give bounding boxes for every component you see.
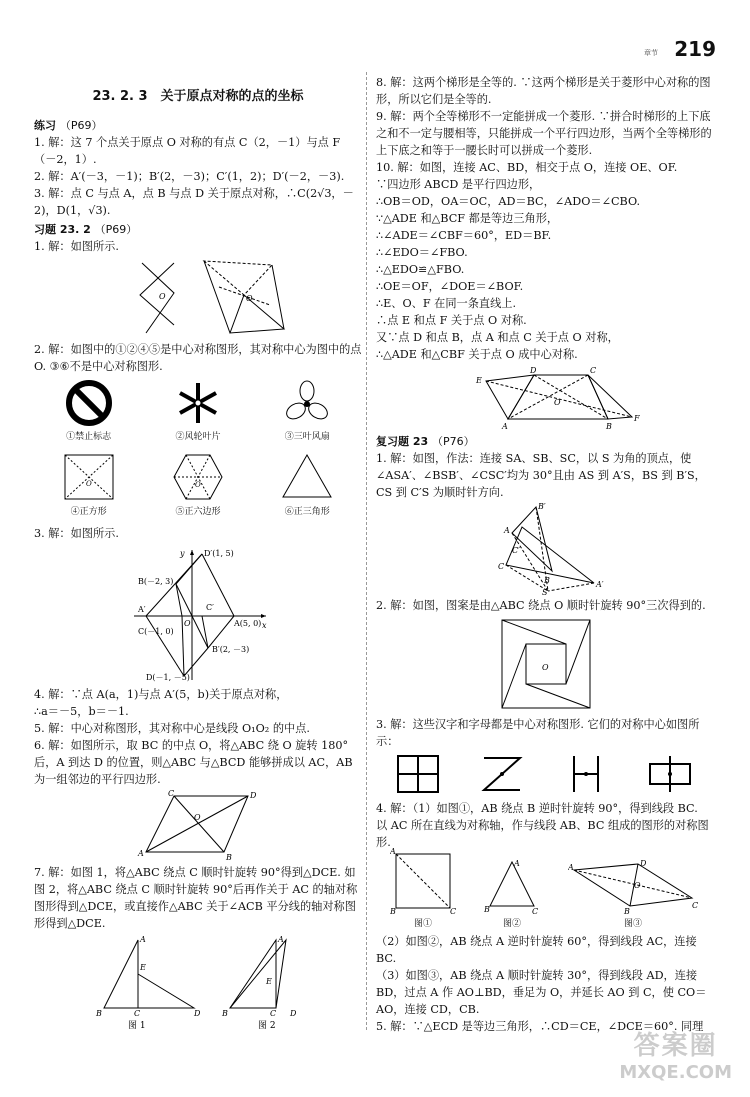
fan-figure (283, 379, 331, 446)
svg-text:C: C (450, 907, 456, 914)
watermark-line-2: MXQE.COM (619, 1062, 732, 1083)
svg-text:F: F (634, 414, 640, 423)
figure-three (568, 858, 698, 933)
figure-one (390, 848, 456, 933)
svg-text:O: O (634, 881, 641, 890)
exercise-answer-1: 1. 解：如图所示. (34, 240, 119, 253)
svg-text:A: A (514, 859, 520, 868)
rotation-30-figure (376, 503, 712, 595)
exercise-answer-10-line-5: ∴∠ADE＝∠CBF＝60°，ED＝BF. (376, 229, 552, 242)
caption-square: ④正方形 (70, 507, 107, 517)
svg-text:O: O (542, 663, 549, 672)
page-tiny-label: 章节 (644, 49, 658, 57)
exercise-answer-10-line-10: ∴点 E 和点 F 关于点 O 对称. (376, 314, 527, 327)
svg-text:B: B (390, 907, 396, 914)
exercise-answer-10-line-9: ∴E、O、F 在同一条直线上. (376, 297, 517, 310)
no-sign-figure (65, 379, 113, 446)
svg-text:O: O (246, 294, 253, 303)
point-c-label: C(－1, 0) (138, 627, 174, 636)
review-answer-4b: （2）如图②，AB 绕点 A 逆时针旋转 60°，得到线段 AC，连接 BC. (376, 935, 697, 965)
figure-two-caption: 图② (502, 919, 521, 929)
parallelogram-figure (34, 790, 362, 862)
svg-text:B: B (222, 1009, 228, 1018)
exercise-answer-10-line-4: ∵△ADE 和△BCF 都是等边三角形， (376, 212, 559, 225)
page-number: 219 (674, 37, 716, 61)
axis-y-label: y (180, 549, 185, 558)
figure-1-caption: 图 1 (128, 1021, 146, 1030)
rotation-figures (34, 934, 362, 1030)
svg-text:A: A (140, 935, 146, 944)
caption-wind-blades: ②风轮叶片 (175, 432, 221, 442)
svg-text:B: B (484, 905, 490, 914)
exercise-answer-10-line-11: 又∵点 D 和点 B，点 A 和点 C 关于点 O 对称， (376, 331, 619, 344)
origin-label: O (184, 619, 191, 628)
exercise-answer-4a: 4. 解：∵点 A(a，1)与点 A′(5，b)关于原点对称， (34, 688, 288, 701)
exercise-page: （P69） (94, 223, 138, 236)
figure-three-caption: 图③ (623, 919, 642, 929)
svg-text:B: B (606, 422, 612, 431)
practice-answer-1: 1. 解：这 7 个点关于原点 O 对称的有点 C（2，－1）与点 F（－2，1）. (34, 136, 341, 166)
svg-text:B′: B′ (538, 503, 546, 511)
review-answer-4c: （3）如图③，AB 绕点 A 顺时针旋转 30°，得到线段 AD，连接 BD，过点 A 作 AO⊥BD，垂足为 O，并延长 AO 到 C，使 CO＝AO，连接 CD，CB. (376, 969, 707, 1016)
exercise-answer-8: 8. 解：这两个梯形是全等的. ∵这两个梯形是关于菱形中心对称的图形，所以它们是全等的. (376, 76, 711, 106)
symbol-h (562, 752, 610, 796)
point-bp-label: B′(2, －3) (212, 645, 250, 654)
svg-text:C: C (270, 1009, 277, 1018)
exercise-answer-10-line-1: 10. 解：如图，连接 AC、BD，相交于点 O，连接 OE、OF. (376, 161, 678, 174)
exercise-answer-10-line-8: ∴OE＝OF，∠DOE＝∠BOF. (376, 280, 524, 293)
svg-text:O: O (85, 480, 92, 488)
point-ap-label: A′ (138, 605, 146, 614)
caption-no-sign: ①禁止标志 (66, 432, 112, 442)
svg-text:C: C (692, 901, 698, 910)
svg-text:A: A (568, 863, 574, 872)
exercise-answer-10-line-12: ∴△ADE 和△CBF 关于点 O 成中心对称. (376, 348, 578, 361)
bowtie-figure (34, 257, 362, 339)
exercise-answer-7: 7. 解：如图 1，将△ABC 绕点 C 顺时针旋转 90°得到△DCE. 如图 2，将△ABC 绕点 C 顺时针旋转 90°后再作关于 AC 的轴对称图形得到△DCE，或直接作△ABC 关于∠ACB 平分线的轴对称图形得到△DCE. (34, 866, 358, 930)
exercise-answer-3: 3. 解：如图所示. (34, 527, 119, 540)
svg-text:O: O (194, 481, 201, 489)
hexagon-figure (171, 452, 225, 521)
watermark-line-1: 答案圈 (633, 1031, 718, 1061)
parallelogram-triangles-figure (376, 365, 712, 431)
point-cp-label: C′ (206, 603, 214, 612)
svg-text:A: A (504, 526, 510, 535)
svg-text:A: A (278, 935, 284, 944)
symbol-tian (394, 752, 442, 796)
review-heading (376, 433, 712, 450)
svg-text:C: C (134, 1009, 141, 1018)
svg-text:C′: C′ (512, 546, 520, 555)
svg-text:O: O (159, 292, 166, 301)
svg-text:B: B (226, 853, 232, 862)
review-answer-1: 1. 解：如图，作法：连接 SA、SB、SC，以 S 为角的顶点，使∠ASA′、∠BSB′、∠CSC′均为 30°且由 AS 到 A′S，BS 到 B′S，CS 到 C′S 为顺时针方向. (376, 452, 706, 499)
review-answer-4: 4. 解：（1）如图①，AB 绕点 B 逆时针旋转 90°，得到线段 BC. 以 AC 所在直线为对称轴，作与线段 AB、BC 组成的图形的对称图形. (376, 802, 709, 849)
svg-text:B: B (544, 576, 550, 585)
figure-one-caption: 图① (413, 919, 432, 929)
svg-text:C: C (168, 790, 175, 798)
svg-text:E: E (140, 963, 146, 972)
svg-text:A′: A′ (596, 580, 604, 589)
svg-text:D: D (194, 1009, 201, 1018)
practice-answer-3: 3. 解：点 C 与点 A，点 B 与点 D 关于原点对称，∴C(2√3，－2)，D(1，√3). (34, 187, 354, 217)
exercise-answer-10-line-6: ∴∠EDO＝∠FBO. (376, 246, 468, 259)
svg-text:D: D (250, 791, 257, 800)
watermark-logo (619, 1025, 732, 1083)
exercise-answer-10-line-3: ∴OB＝OD，OA＝OC，AD＝BC，∠ADO＝∠CBO. (376, 195, 641, 208)
symmetry-figures-row-1 (34, 379, 362, 446)
point-a-label: A(5, 0) (234, 619, 262, 628)
svg-text:E: E (476, 376, 482, 385)
triangle-figure (280, 452, 334, 521)
practice-heading (34, 117, 362, 134)
point-b-label: B(－2, 3) (138, 577, 174, 586)
svg-text:D: D (640, 859, 647, 868)
right-column (376, 74, 712, 1035)
symbol-z (478, 752, 526, 796)
caption-hexagon: ⑤正六边形 (175, 507, 221, 517)
caption-triangle: ⑥正三角形 (284, 507, 330, 517)
practice-answer-2: 2. 解：A′(－3，－1)；B′(2，－3)；C′(1，2)；D′(－2，－3). (34, 170, 345, 183)
svg-text:S: S (542, 588, 548, 595)
svg-text:A: A (390, 848, 396, 856)
exercise-answer-6: 6. 解：如图所示，取 BC 的中点 O，将△ABC 绕 O 旋转 180°后，A 到达 D 的位置，则△ABC 与△BCD 能够拼成以 AC，AB 为一组邻边的平行四边形. (34, 739, 353, 786)
caption-fan: ③三叶风扇 (284, 432, 330, 442)
figure-two (484, 858, 540, 933)
exercise-answer-9: 9. 解：两个全等梯形不一定能拼成一个菱形. ∵拼合时梯形的上下底之和不一定与腰相等，只能拼成一个平行四边形，当两个全等梯形的上下底之和等于一腰长时可以拼成一个菱形. (376, 110, 712, 157)
review-answer-3: 3. 解：这些汉字和字母都是中心对称图形. 它们的对称中心如图所示： (376, 718, 700, 748)
svg-text:C: C (590, 366, 597, 375)
svg-text:B: B (96, 1009, 102, 1018)
exercise-heading (34, 221, 362, 238)
practice-page: （P69） (59, 119, 103, 132)
square-figure (62, 452, 116, 521)
practice-label: 练习 (34, 119, 56, 132)
symbol-zhong (646, 752, 694, 796)
wind-blades-figure (174, 379, 222, 446)
review-4-figures (376, 848, 712, 933)
svg-text:A: A (138, 849, 144, 858)
pinwheel-square-figure (376, 616, 712, 714)
central-symbols-row (376, 752, 712, 800)
svg-text:O: O (194, 813, 201, 822)
coordinate-figure (34, 544, 362, 684)
svg-text:D: D (530, 366, 537, 375)
review-answer-2: 2. 解：如图，图案是由△ABC 绕点 O 顺时针旋转 90°三次得到的. (376, 599, 706, 612)
svg-text:C: C (498, 562, 505, 571)
exercise-answer-10-line-7: ∴△EDO≌△FBO. (376, 263, 465, 276)
svg-text:A: A (502, 422, 508, 431)
exercise-answer-4b: ∴a＝－5，b＝－1. (34, 705, 129, 718)
svg-text:B: B (624, 907, 630, 914)
svg-text:D: D (290, 1009, 297, 1018)
svg-text:C: C (532, 907, 539, 914)
exercise-answer-10-line-2: ∵四边形 ABCD 是平行四边形， (376, 178, 541, 191)
column-divider (366, 72, 367, 1030)
exercise-answer-2: 2. 解：如图中的①②④⑤是中心对称图形，其对称中心为图中的点 O. ③⑥不是中心对称图形. (34, 343, 362, 373)
review-answer-5: 5. 解：∵△ECD 是等边三角形，∴CD＝CE，∠DCE＝60°. 同理 (376, 1020, 704, 1033)
axis-x-label: x (262, 621, 267, 630)
review-label: 复习题 23 (376, 435, 429, 448)
point-dp-label: D′(1, 5) (204, 549, 234, 558)
exercise-answer-5: 5. 解：中心对称图形，其对称中心是线段 O₁O₂ 的中点. (34, 722, 310, 735)
figure-2-caption: 图 2 (258, 1021, 276, 1030)
review-page: （P76） (431, 435, 475, 448)
exercise-label: 习题 23. 2 (34, 223, 91, 236)
left-column (34, 82, 362, 1032)
point-d-label: D(－1, －5) (146, 673, 190, 682)
svg-text:E: E (266, 977, 272, 986)
section-title: 23. 2. 3 关于原点对称的点的坐标 (92, 89, 304, 104)
symmetry-figures-row-2 (34, 452, 362, 521)
svg-text:O: O (554, 398, 561, 407)
